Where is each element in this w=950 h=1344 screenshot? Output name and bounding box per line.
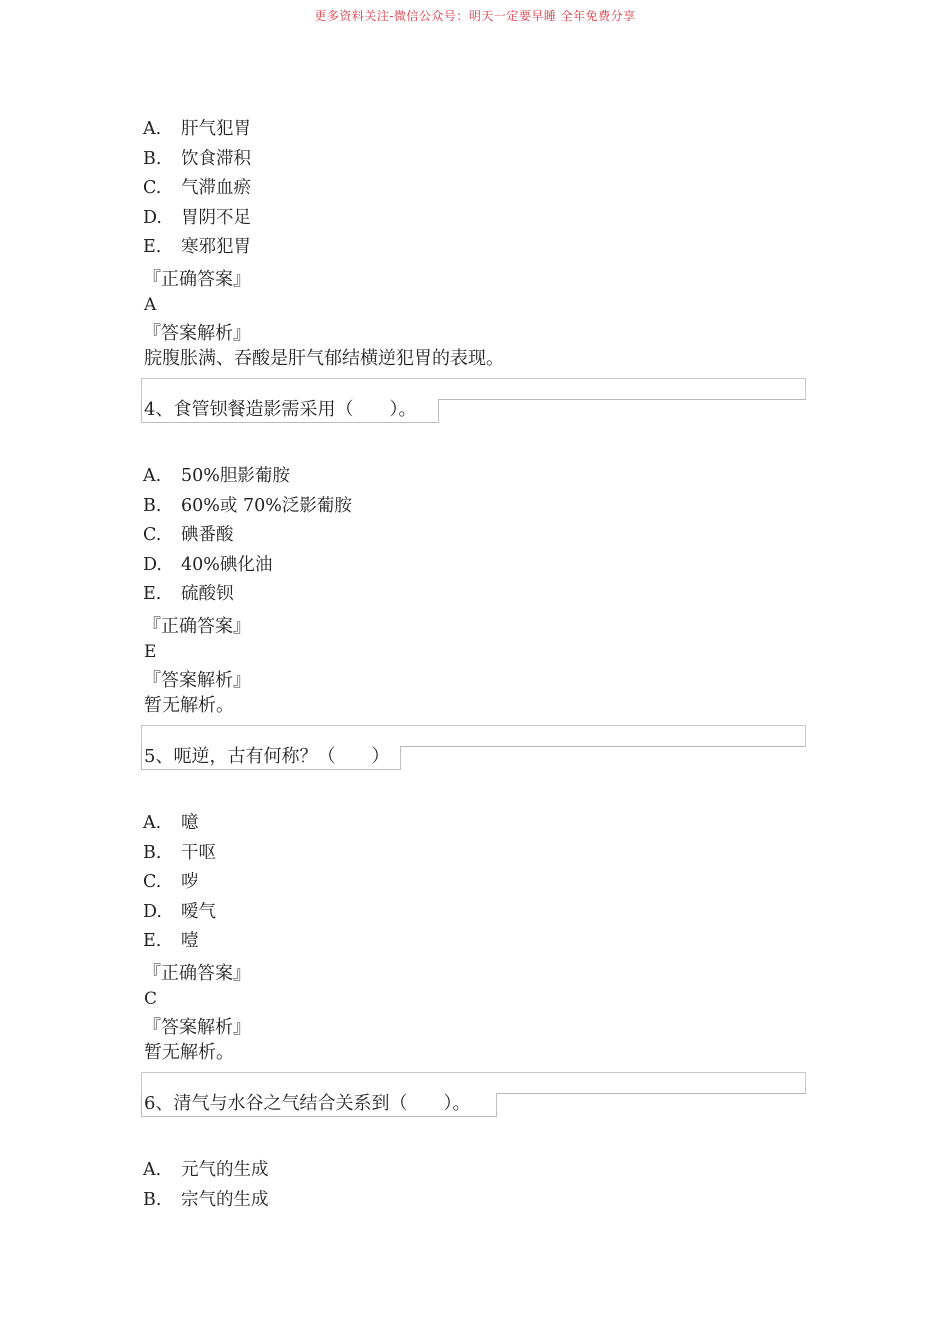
option-letter: D. <box>143 208 162 228</box>
option-b <box>143 496 352 516</box>
option-b <box>143 149 251 169</box>
option-letter: B. <box>143 843 162 863</box>
option-letter: A. <box>143 466 162 486</box>
question-4-title: 4、食管钡餐造影需采用（ ）。 <box>141 399 439 423</box>
option-text: 40%碘化油 <box>181 555 273 575</box>
question-frame <box>141 1072 806 1094</box>
option-text: 硫酸钡 <box>181 584 234 604</box>
option-d <box>143 902 216 922</box>
option-letter: B. <box>143 149 162 169</box>
option-a <box>143 466 290 486</box>
option-e <box>143 237 251 257</box>
option-text: 噎 <box>181 931 199 951</box>
option-c <box>143 872 199 892</box>
option-a <box>143 1160 269 1180</box>
analysis-text: 脘腹胀满、吞酸是肝气郁结横逆犯胃的表现。 <box>144 348 504 369</box>
option-d <box>143 208 251 228</box>
option-letter: B. <box>143 1190 162 1210</box>
option-text: 胃阴不足 <box>181 208 251 228</box>
analysis-label: 『答案解析』 <box>143 670 251 691</box>
correct-answer-label: 『正确答案』 <box>143 616 251 637</box>
option-text: 哕 <box>181 872 199 892</box>
option-e <box>143 931 199 951</box>
analysis-text: 暂无解析。 <box>144 1042 234 1063</box>
option-letter: E. <box>143 584 162 604</box>
option-d <box>143 555 272 575</box>
analysis-text: 暂无解析。 <box>144 695 234 716</box>
option-letter: C. <box>143 872 162 892</box>
option-c <box>143 178 251 198</box>
question-5-title: 5、呃逆，古有何称？（ ） <box>141 746 401 770</box>
option-letter: A. <box>143 813 162 833</box>
option-letter: C. <box>143 178 162 198</box>
option-b <box>143 1190 269 1210</box>
correct-answer-label: 『正确答案』 <box>143 269 251 290</box>
option-letter: A. <box>143 1160 162 1180</box>
option-text: 寒邪犯胃 <box>181 237 251 257</box>
option-text: 元气的生成 <box>181 1160 269 1180</box>
correct-answer-label: 『正确答案』 <box>143 963 251 984</box>
option-a <box>143 119 251 139</box>
option-text: 干呕 <box>181 843 216 863</box>
option-letter: D. <box>143 555 162 575</box>
option-text: 噫 <box>181 813 199 833</box>
option-letter: C. <box>143 525 162 545</box>
option-text: 嗳气 <box>181 902 216 922</box>
analysis-label: 『答案解析』 <box>143 323 251 344</box>
option-letter: E. <box>143 237 162 257</box>
correct-answer: E <box>144 642 157 662</box>
question-6-title: 6、清气与水谷之气结合关系到（ ）。 <box>141 1093 497 1117</box>
option-text: 宗气的生成 <box>181 1190 269 1210</box>
option-letter: A. <box>143 119 162 139</box>
option-e <box>143 584 234 604</box>
option-text: 50%胆影葡胺 <box>181 466 290 486</box>
page-header-notice: 更多资料关注-微信公众号：明天一定要早睡 全年免费分享 <box>314 9 636 23</box>
analysis-label: 『答案解析』 <box>143 1017 251 1038</box>
option-text: 气滞血瘀 <box>181 178 251 198</box>
option-letter: B. <box>143 496 162 516</box>
question-frame <box>141 725 806 747</box>
question-frame <box>141 378 806 400</box>
option-b <box>143 843 216 863</box>
option-c <box>143 525 234 545</box>
option-a <box>143 813 199 833</box>
correct-answer: A <box>144 295 157 315</box>
option-text: 饮食滞积 <box>181 149 251 169</box>
option-letter: D. <box>143 902 162 922</box>
option-text: 碘番酸 <box>181 525 234 545</box>
option-text: 60%或 70%泛影葡胺 <box>181 496 352 516</box>
option-letter: E. <box>143 931 162 951</box>
correct-answer: C <box>144 989 158 1009</box>
option-text: 肝气犯胃 <box>181 119 251 139</box>
